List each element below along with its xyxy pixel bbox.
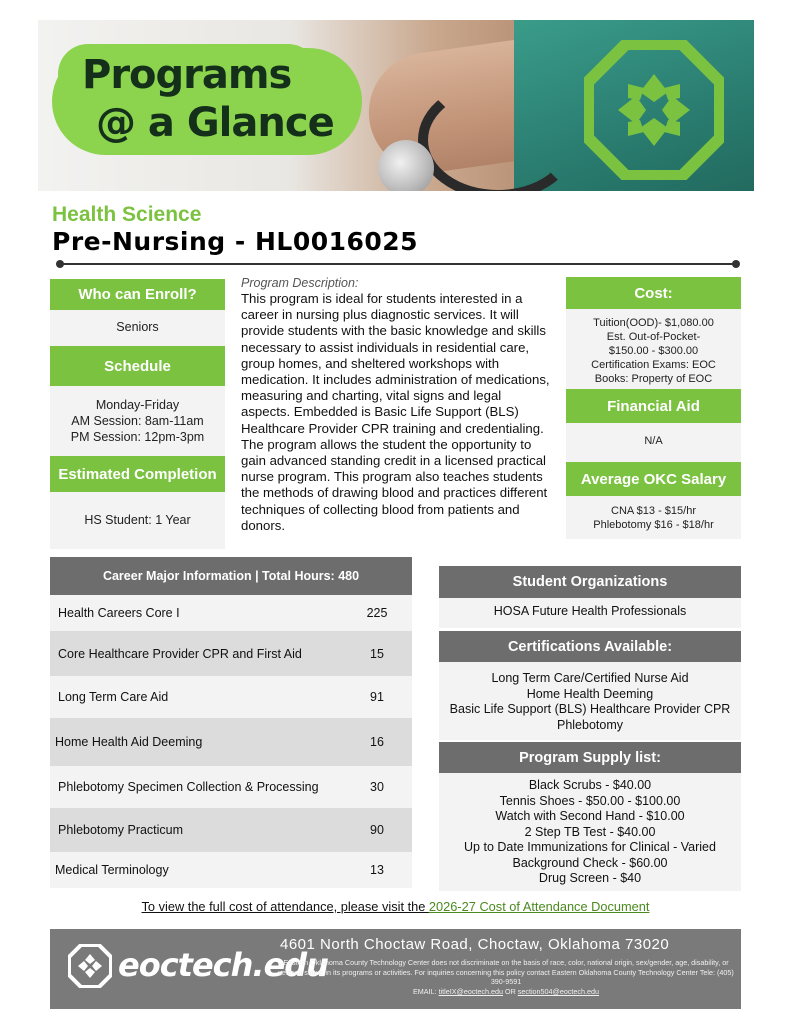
who-can-enroll-value: Seniors	[116, 320, 159, 334]
supply-item: Drug Screen - $40	[538, 871, 642, 885]
certifications-list	[439, 671, 741, 733]
financial-aid-header: Financial Aid	[566, 389, 741, 423]
course-hours: 16	[370, 735, 384, 749]
course-name: Health Careers Core I	[58, 606, 180, 620]
attendance-text: To view the full cost of attendance, please visit the	[141, 899, 429, 914]
certifications-header: Certifications Available:	[439, 631, 741, 662]
eoc-logo-icon	[584, 40, 724, 180]
certification-item: Long Term Care/Certified Nurse Aid	[491, 671, 689, 685]
course-row	[50, 808, 412, 852]
description-label: Program Description:	[241, 276, 359, 290]
course-row	[50, 631, 412, 676]
cost-line: Certification Exams: EOC	[591, 359, 716, 371]
salary-header: Average OKC Salary	[566, 462, 741, 496]
cost-line: Books: Property of EOC	[594, 373, 713, 385]
course-name: Home Health Aid Deeming	[55, 735, 203, 749]
course-row	[50, 718, 412, 766]
banner-title-line2: @ a Glance	[96, 100, 334, 146]
course-row	[50, 595, 412, 631]
schedule-values	[50, 397, 225, 445]
certification-item: Home Health Deeming	[526, 686, 654, 701]
footer-notice	[278, 958, 734, 996]
salary-values	[566, 504, 741, 532]
financial-aid-value: N/A	[644, 435, 663, 447]
supply-list-header: Program Supply list:	[439, 742, 741, 773]
cost-line: $150.00 - $300.00	[608, 345, 699, 357]
stethoscope-icon	[418, 80, 578, 191]
cost-of-attendance-link[interactable]: 2026-27 Cost of Attendance Document	[428, 899, 650, 914]
career-major-header: Career Major Information | Total Hours: 480	[50, 557, 412, 595]
supply-item: Watch with Second Hand - $10.00	[495, 809, 685, 823]
footer-address: 4601 North Choctaw Road, Choctaw, Oklahoma 73020	[280, 936, 670, 953]
course-row	[50, 766, 412, 808]
who-can-enroll-header: Who can Enroll?	[50, 279, 225, 310]
schedule-line: Monday-Friday	[95, 398, 180, 412]
schedule-line: AM Session: 8am-11am	[71, 414, 204, 428]
cost-of-attendance-note	[0, 899, 791, 914]
schedule-line: PM Session: 12pm-3pm	[70, 430, 205, 444]
salary-line: CNA $13 - $15/hr	[611, 505, 696, 517]
supply-item: Up to Date Immunizations for Clinical - Varied	[464, 840, 716, 854]
course-name: Phlebotomy Practicum	[58, 823, 184, 837]
estimated-completion-header: Estimated Completion	[50, 456, 225, 492]
supply-list	[439, 778, 741, 887]
supply-item: Background Check - $60.00	[512, 855, 668, 870]
student-organizations-header: Student Organizations	[439, 566, 741, 598]
certification-item: Phlebotomy	[556, 717, 623, 732]
course-name: Phlebotomy Specimen Collection & Processing	[58, 780, 319, 794]
course-hours: 90	[370, 823, 384, 837]
supply-item: 2 Step TB Test - $40.00	[524, 824, 656, 839]
description-text: This program is ideal for students interested in a career in nursing plus diagnostic services. It will provide students with the basic knowledge and skills necessary to assist individuals in residential care, group homes, and sheltered workshops with medication. It includes administration of medications, measuring and charting, vital signs and legal aspects. Embedded is Basic Life Support (BLS) Healthcare Provider CPR training and credentialing. The program allows the student the opportunity to gain advanced standing credit in a licensed practical nurse program. This program also teaches students the methods of drawing blood and practices different techniques of collecting blood from patients and donors.	[241, 291, 550, 533]
certification-item: Basic Life Support (BLS) Healthcare Provider CPR	[449, 702, 731, 716]
supply-item: Black Scrubs - $40.00	[528, 778, 652, 792]
stethoscope-head-icon	[378, 140, 434, 191]
course-hours: 13	[370, 863, 384, 877]
schedule-header: Schedule	[50, 346, 225, 386]
salary-line: Phlebotomy $16 - $18/hr	[593, 519, 714, 531]
student-organizations-value: HOSA Future Health Professionals	[493, 604, 687, 618]
course-name: Medical Terminology	[55, 863, 169, 877]
course-hours: 225	[366, 606, 388, 620]
supply-item: Tennis Shoes - $50.00 - $100.00	[499, 793, 681, 808]
divider	[58, 263, 738, 265]
eoc-footer-logo-icon	[68, 944, 112, 988]
cost-header: Cost:	[566, 277, 741, 309]
title-ix-email-link[interactable]: titleIX@eoctech.edu	[438, 986, 503, 996]
program-area: Health Science	[52, 203, 202, 226]
nondiscrimination-text: Eastern Oklahoma County Technology Center does not discriminate on the basis of race, color, national origin, sex/gender, age, disability, or veteran status in its programs or activities. For inquiries concerning this policy contact Eastern Oklahoma County Technology Center Tele: (405) 390-9591	[278, 958, 734, 987]
course-name: Core Healthcare Provider CPR and First Aid	[58, 646, 302, 661]
cost-values	[566, 316, 741, 386]
program-name: Pre-Nursing - HL0016025	[52, 227, 419, 256]
email-label: EMAIL:	[412, 986, 439, 996]
estimated-completion-value: HS Student: 1 Year	[84, 513, 191, 527]
course-row	[50, 852, 412, 888]
course-hours: 91	[370, 690, 384, 704]
cost-line: Tuition(OOD)- $1,080.00	[593, 317, 714, 329]
email-separator: OR	[503, 986, 518, 996]
banner-title-line1: Programs	[82, 52, 292, 98]
section504-email-link[interactable]: section504@eoctech.edu	[517, 986, 600, 996]
course-row	[50, 676, 412, 718]
footer-brand: eoctech.edu	[118, 946, 328, 984]
course-hours: 30	[370, 780, 384, 794]
course-hours: 15	[370, 646, 384, 661]
footer-email-line	[278, 987, 734, 997]
cost-line: Est. Out-of-Pocket-	[606, 331, 701, 343]
course-name: Long Term Care Aid	[58, 690, 169, 704]
